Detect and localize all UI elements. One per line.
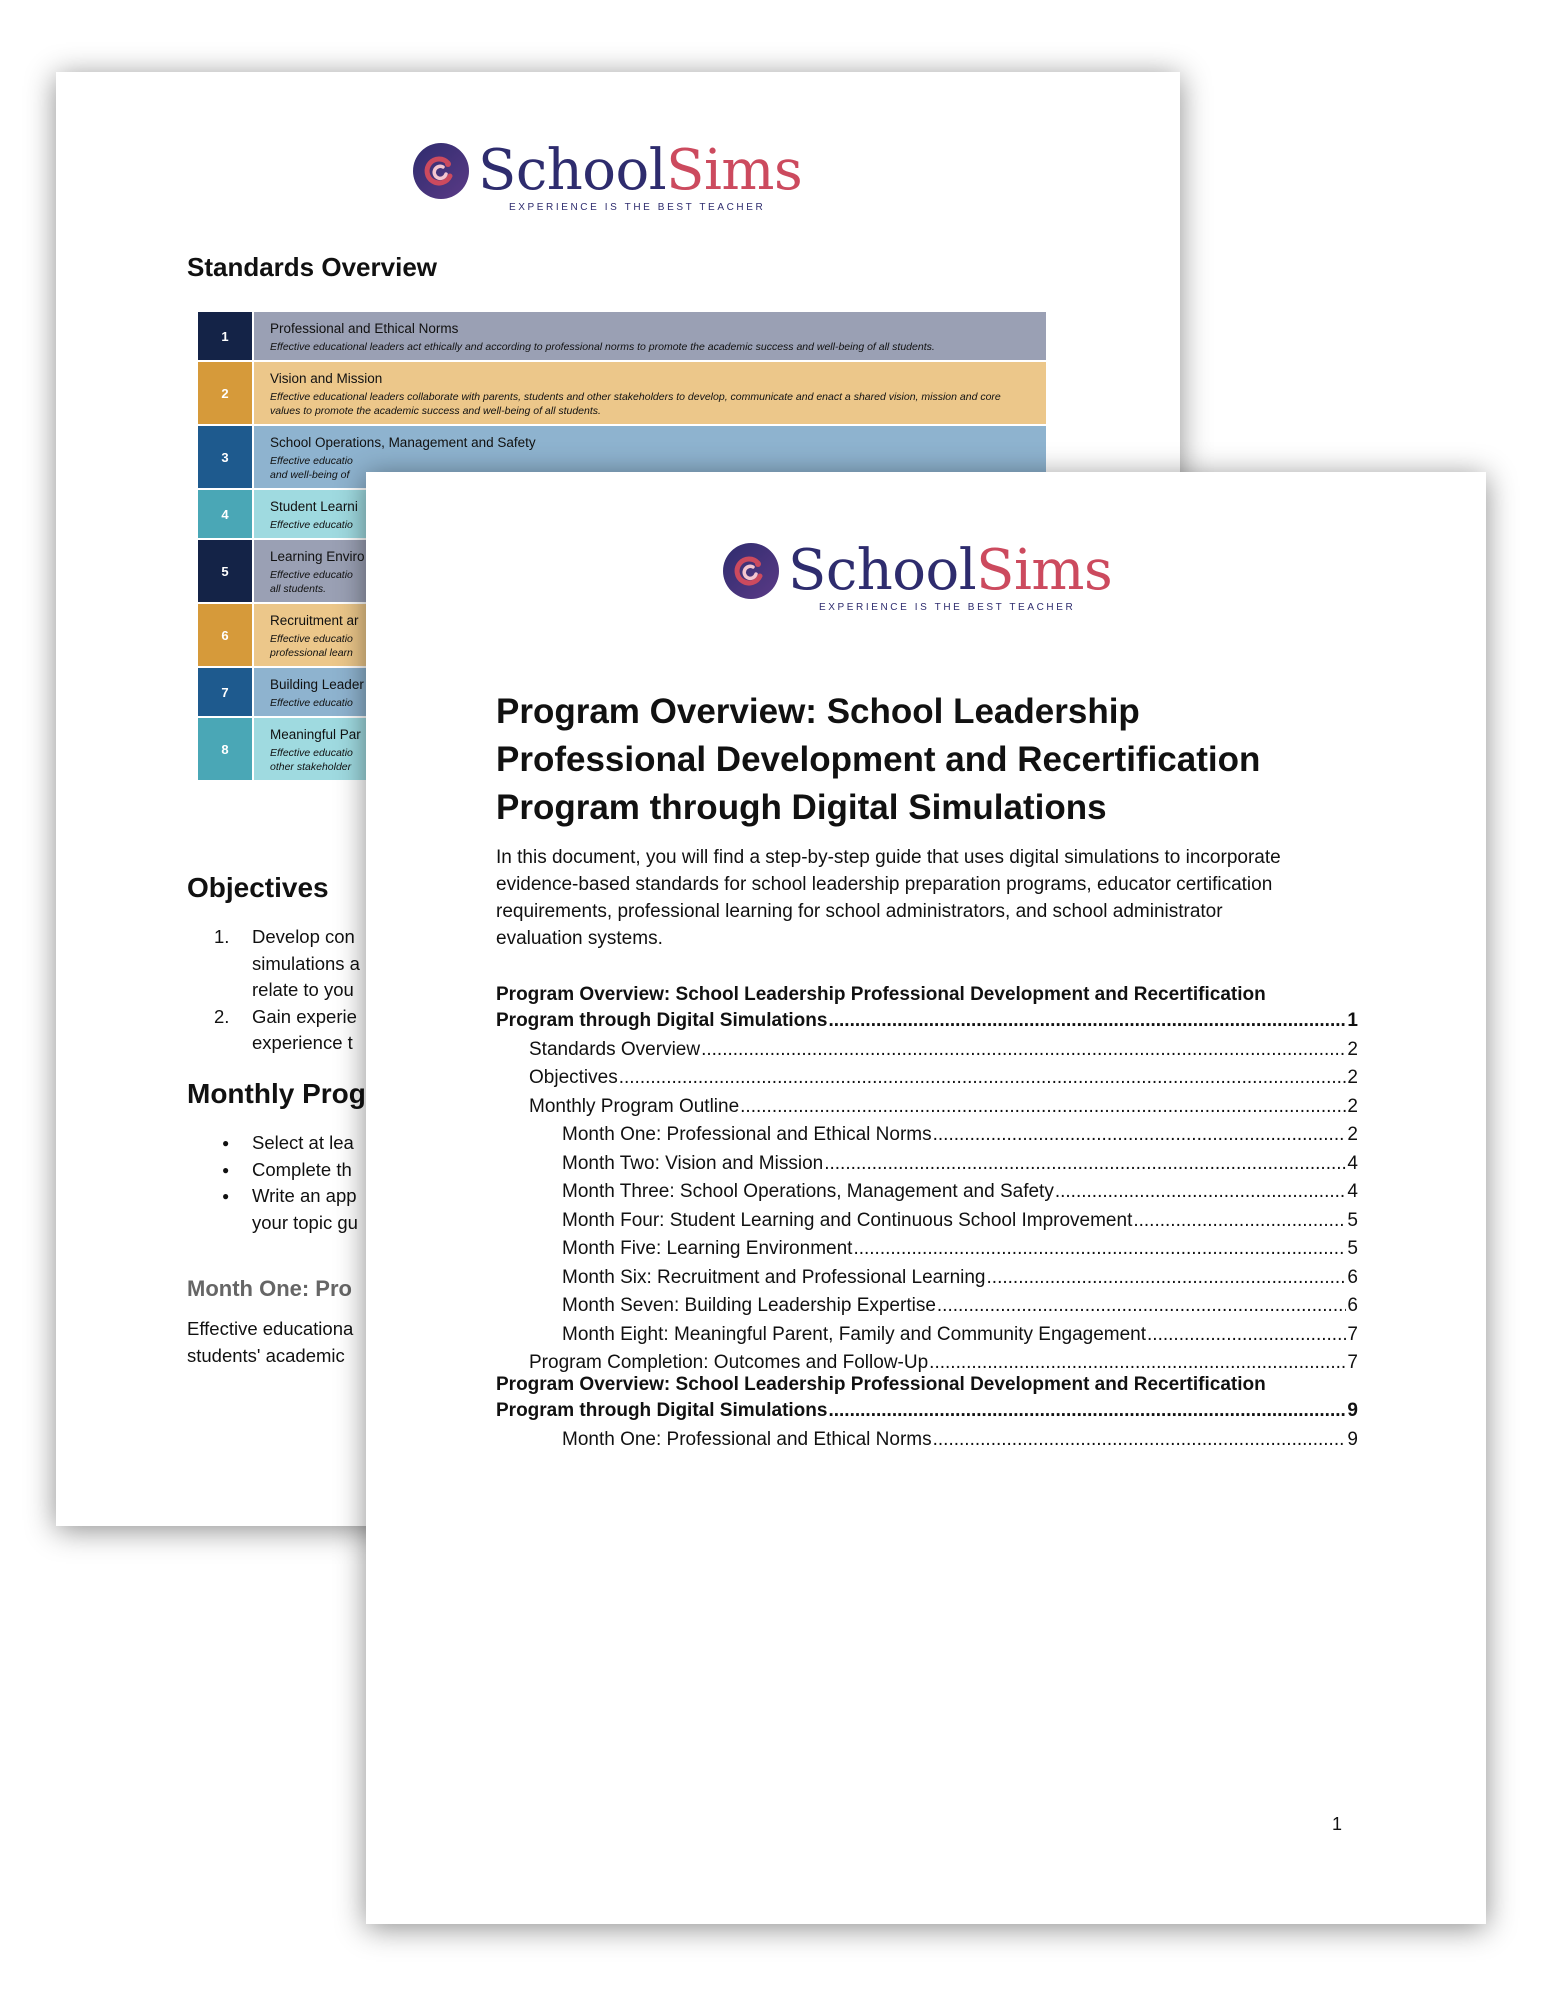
toc-entry-label: Monthly Program Outline <box>529 1095 740 1117</box>
toc-entry[interactable] <box>496 1089 1358 1118</box>
toc-leader-dots <box>824 1153 1346 1175</box>
standard-description-line: other stakeholder <box>270 761 352 773</box>
standard-description-line: Effective educatio <box>270 633 353 645</box>
toc-entry[interactable] <box>496 1289 1358 1318</box>
toc-entry[interactable] <box>496 1260 1358 1289</box>
bullet-text-line: Complete th <box>252 1158 352 1180</box>
toc-page-number: 4 <box>1347 1181 1358 1202</box>
standard-title: Recruitment ar <box>270 613 359 628</box>
standards-overview-heading: Standards Overview <box>187 252 437 282</box>
toc-entry[interactable] <box>496 1203 1358 1232</box>
standard-number: 1 <box>198 312 252 360</box>
toc-entry[interactable] <box>496 1061 1358 1090</box>
toc-entry-label: Month Two: Vision and Mission <box>562 1152 824 1174</box>
standard-description-line: Effective educatio <box>270 747 353 759</box>
toc-page-number: 7 <box>1347 1352 1358 1373</box>
logo-text-school: School <box>478 138 667 203</box>
document-title-line: Program through Digital Simulations <box>496 788 1107 827</box>
toc-main-entry[interactable] <box>496 1374 1358 1422</box>
month-one-heading: Month One: Pro <box>187 1276 352 1301</box>
standard-number: 5 <box>198 540 252 602</box>
standard-title: Professional and Ethical Norms <box>270 321 459 336</box>
toc-entry[interactable] <box>496 1422 1358 1451</box>
bullet-text-line: Write an app <box>252 1185 357 1206</box>
intro-line: evaluation systems. <box>496 928 663 949</box>
objective-text-line: Develop con <box>252 926 355 947</box>
month-one-text-line: Effective educationa <box>187 1318 354 1339</box>
standard-row <box>198 312 1046 362</box>
toc-entry-label: Month Four: Student Learning and Continuous School Improvement <box>562 1209 1133 1231</box>
document-title-line: Professional Development and Recertification <box>496 740 1261 779</box>
toc-main-entry-line: Program through Digital Simulations <box>496 1010 828 1031</box>
toc-entry-label: Month Three: School Operations, Management and Safety <box>562 1181 1054 1202</box>
standard-title: Vision and Mission <box>270 371 383 386</box>
toc-entry-label: Month One: Professional and Ethical Norms <box>562 1428 932 1450</box>
toc-main-entry-line: Program through Digital Simulations <box>496 1400 828 1421</box>
logo-text-sims: Sims <box>976 538 1113 603</box>
toc-entry-label: Month One: Professional and Ethical Norms <box>562 1124 932 1145</box>
intro-line: requirements, professional learning for school administrators, and school administrator <box>496 901 1223 922</box>
page-number: 1 <box>1332 1814 1343 1834</box>
toc-page-number: 9 <box>1347 1428 1358 1450</box>
standard-title: Building Leader <box>270 677 364 692</box>
standard-number: 8 <box>198 718 252 780</box>
toc-leader-dots <box>828 1010 1346 1032</box>
toc-items-group <box>496 1422 1358 1451</box>
standard-description-line: Effective educatio <box>270 519 353 531</box>
toc-entry-label: Objectives <box>529 1067 618 1088</box>
toc-entry-label: Month Six: Recruitment and Professional Learning <box>562 1266 986 1288</box>
toc-entry[interactable] <box>496 1232 1358 1261</box>
standard-number: 4 <box>198 490 252 538</box>
objective-number: 2. <box>214 1005 230 1027</box>
standard-number: 7 <box>198 668 252 716</box>
month-one-text <box>187 1316 353 1369</box>
toc-page-number: 2 <box>1347 1067 1358 1088</box>
toc-leader-dots <box>828 1400 1346 1422</box>
toc-entry[interactable] <box>496 1317 1358 1346</box>
monthly-program-heading: Monthly Prog <box>187 1078 366 1109</box>
toc-page-number: 5 <box>1347 1238 1358 1259</box>
objective-text-line: experience t <box>252 1032 353 1053</box>
objective-text-line: Gain experie <box>252 1005 357 1027</box>
standard-description-line: Effective educatio <box>270 455 353 467</box>
toc-leader-dots <box>701 1039 1346 1061</box>
toc-leader-dots <box>619 1067 1347 1089</box>
standard-title: Learning Enviro <box>270 549 365 564</box>
document-title <box>496 688 1336 832</box>
standard-description-line: Effective educatio <box>270 569 353 581</box>
logo-tagline: EXPERIENCE IS THE BEST TEACHER <box>508 202 766 213</box>
schoolsims-logo-icon <box>412 142 470 200</box>
toc-leader-dots <box>853 1238 1346 1260</box>
logo-text-sims: Sims <box>666 138 803 203</box>
toc-entry-label: Standards Overview <box>529 1038 701 1060</box>
toc-page-number: 2 <box>1347 1095 1358 1117</box>
toc-leader-dots <box>1147 1324 1346 1346</box>
bullet-dot: ● <box>222 1189 230 1203</box>
toc-page-number: 6 <box>1347 1266 1358 1288</box>
toc-leader-dots <box>740 1096 1346 1118</box>
toc-page-number: 2 <box>1347 1038 1358 1060</box>
toc-page-number: 4 <box>1347 1152 1358 1174</box>
toc-leader-dots <box>933 1124 1347 1146</box>
standard-title: Meaningful Par <box>270 727 361 742</box>
standard-body <box>252 362 1046 424</box>
toc-entry[interactable] <box>496 1175 1358 1204</box>
toc-page-number: 2 <box>1347 1124 1358 1145</box>
toc-entry[interactable] <box>496 1118 1358 1147</box>
logo-tagline: EXPERIENCE IS THE BEST TEACHER <box>818 602 1076 613</box>
toc-main-entry[interactable] <box>496 984 1358 1032</box>
standard-description-line: and well-being of <box>270 469 350 481</box>
standard-description-line: Effective educational leaders collaborate with parents, students and other stakeholders to develop, communicate and enact a shared vision, mission and core <box>270 391 1001 403</box>
toc-main-entry-line: Program Overview: School Leadership Professional Development and Recertification <box>496 1374 1266 1395</box>
toc-entry[interactable] <box>496 1032 1358 1061</box>
month-one-text-line: students' academic <box>187 1344 345 1366</box>
front-page <box>366 472 1486 1924</box>
bullet-dot: ● <box>222 1136 230 1150</box>
bullet-text-line: your topic gu <box>252 1211 358 1233</box>
standard-row <box>198 362 1046 426</box>
toc-entry[interactable] <box>496 1346 1358 1375</box>
toc-leader-dots <box>1133 1210 1346 1232</box>
toc-leader-dots <box>937 1295 1347 1317</box>
standard-body <box>252 312 1046 360</box>
toc-leader-dots <box>929 1352 1346 1374</box>
toc-page-number: 6 <box>1347 1295 1358 1316</box>
toc-page-number: 9 <box>1347 1400 1358 1421</box>
toc-entry-label: Month Seven: Building Leadership Expertise <box>562 1295 936 1316</box>
objective-number: 1. <box>214 926 230 947</box>
intro-line: In this document, you will find a step-by-step guide that uses digital simulations to incorporate <box>496 847 1281 868</box>
toc-leader-dots <box>933 1429 1347 1451</box>
standard-description-line: values to promote the academic success and well-being of all students. <box>270 405 601 417</box>
objective-text-line: simulations a <box>252 952 360 974</box>
schoolsims-logo <box>722 538 1113 613</box>
schoolsims-logo <box>412 138 803 213</box>
intro-paragraph <box>496 844 1346 952</box>
bullet-dot: ● <box>222 1162 230 1177</box>
document-title-line: Program Overview: School Leadership <box>496 692 1140 731</box>
toc-entry-label: Month Eight: Meaningful Parent, Family and Community Engagement <box>562 1323 1147 1345</box>
standard-number: 6 <box>198 604 252 666</box>
standard-description-line: all students. <box>270 583 327 595</box>
toc-items-group <box>496 1032 1358 1374</box>
toc-page-number: 5 <box>1347 1209 1358 1231</box>
toc-leader-dots <box>1055 1181 1347 1203</box>
standard-title: School Operations, Management and Safety <box>270 435 536 450</box>
bullet-text-line: Select at lea <box>252 1132 354 1153</box>
toc-page-number: 1 <box>1347 1010 1358 1031</box>
objective-text-line: relate to you <box>252 979 354 1000</box>
intro-line: evidence-based standards for school leadership preparation programs, educator certification <box>496 874 1273 895</box>
toc-leader-dots <box>987 1267 1347 1289</box>
standard-description-line: Effective educatio <box>270 697 353 709</box>
schoolsims-logo-icon <box>722 542 780 600</box>
toc-page-number: 7 <box>1347 1323 1358 1345</box>
table-of-contents <box>496 984 1358 1451</box>
toc-main-entry-line: Program Overview: School Leadership Professional Development and Recertification <box>496 984 1266 1005</box>
logo-text-school: School <box>788 538 977 603</box>
toc-entry[interactable] <box>496 1146 1358 1175</box>
standard-description-line: professional learn <box>270 647 353 659</box>
standard-description-line: Effective educational leaders act ethically and according to professional norms to promote the academic success and well-being of all students. <box>270 341 935 353</box>
objectives-heading: Objectives <box>187 872 329 903</box>
toc-entry-label: Month Five: Learning Environment <box>562 1238 853 1259</box>
standard-number: 3 <box>198 426 252 488</box>
standard-number: 2 <box>198 362 252 424</box>
standard-title: Student Learni <box>270 499 358 514</box>
toc-entry-label: Program Completion: Outcomes and Follow-Up <box>529 1352 929 1373</box>
